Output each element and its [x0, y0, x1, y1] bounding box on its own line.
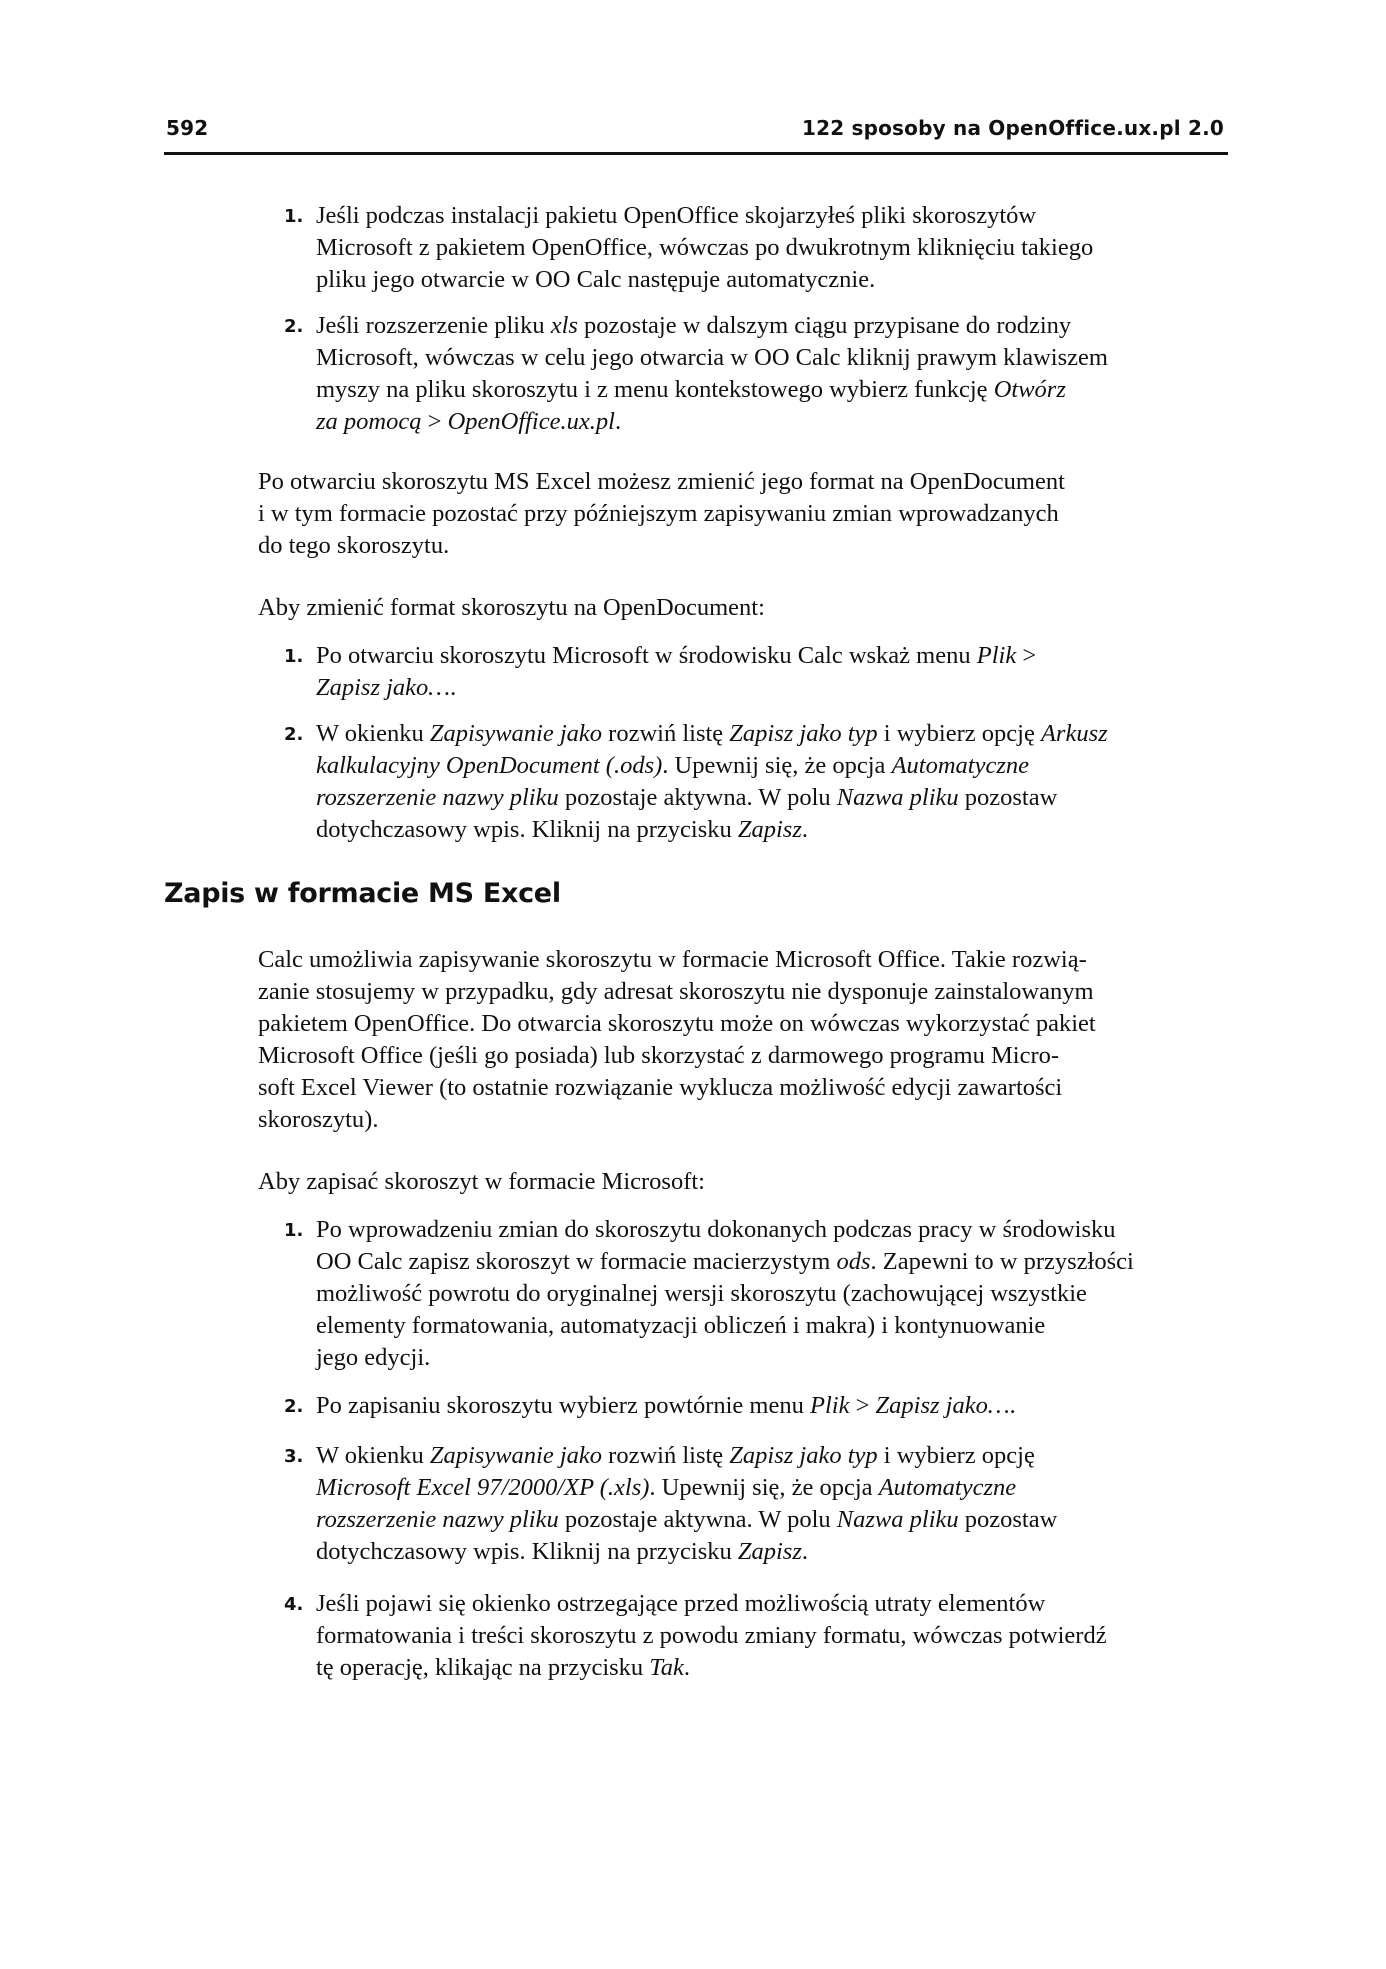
running-title: 122 sposoby na OpenOffice.ux.pl 2.0: [801, 116, 1224, 140]
list-number: 2.: [284, 316, 304, 337]
list-item-text: W okienku Zapisywanie jako rozwiń listę Zapisz jako typ i wybierz opcję Arkusz kalkulacyjny OpenDocument (.ods). Upewnij się, że opcja Automatyczne rozszerzenie nazwy pliku pozostaje aktywna. W polu Nazwa pliku pozostaw dotychczasowy wpis. Kliknij na przycisku Zapisz.: [316, 720, 1108, 843]
list-item-text: Jeśli pojawi się okienko ostrzegające przed możliwością utraty elementów formatowania i treści skoroszytu z powodu zmiany formatu, wówczas potwierdź tę operację, klikając na przycisku Tak.: [316, 1590, 1107, 1681]
list-item-text: Po otwarciu skoroszytu Microsoft w środowisku Calc wskaż menu Plik > Zapisz jako….: [316, 642, 1037, 701]
page-number: 592: [166, 116, 209, 140]
paragraph: Po otwarciu skoroszytu MS Excel możesz zmienić jego format na OpenDocument i w tym formacie pozostać przy późniejszym zapisywaniu zmian wprowadzanych do tego skoroszytu.: [258, 468, 1065, 559]
list-number: 3.: [284, 1446, 304, 1467]
list-item-text: Jeśli podczas instalacji pakietu OpenOffice skojarzyłeś pliki skoroszytów Microsoft z pakietem OpenOffice, wówczas po dwukrotnym kliknięciu takiego pliku jego otwarcie w OO Calc następuje automatycznie.: [316, 202, 1094, 293]
list-item: [284, 1214, 1256, 1374]
list-number: 2.: [284, 724, 304, 745]
list-number: 2.: [284, 1396, 304, 1417]
list-item-text: Po wprowadzeniu zmian do skoroszytu dokonanych podczas pracy w środowisku OO Calc zapisz skoroszyt w formacie macierzystym ods. Zapewni to w przyszłości możliwość powrotu do oryginalnej wersji skoroszytu (zachowującej wszystkie elementy formatowania, automatyzacji obliczeń i makra) i kontynuowanie jego edycji.: [316, 1216, 1134, 1371]
list-item: [284, 718, 1256, 846]
section-heading: Zapis w formacie MS Excel: [164, 878, 561, 909]
list-number: 1.: [284, 206, 304, 227]
list-item-text: Jeśli rozszerzenie pliku xls pozostaje w dalszym ciągu przypisane do rodziny Microsoft, wówczas w celu jego otwarcia w OO Calc kliknij prawym klawiszem myszy na pliku skoroszytu i z menu kontekstowego wybierz funkcję Otwórz za pomocą > OpenOffice.ux.pl.: [316, 312, 1108, 435]
paragraph: Aby zapisać skoroszyt w formacie Microsoft:: [258, 1168, 705, 1195]
list-item-text: Po zapisaniu skoroszytu wybierz powtórnie menu Plik > Zapisz jako….: [316, 1392, 1016, 1419]
list-item: [284, 640, 1256, 704]
paragraph: Calc umożliwia zapisywanie skoroszytu w formacie Microsoft Office. Takie rozwią- zanie stosujemy w przypadku, gdy adresat skoroszytu nie dysponuje zainstalowanym pakietem OpenOffice. Do otwarcia skoroszytu może on wówczas wykorzystać pakiet Microsoft Office (jeśli go posiada) lub skorzystać z darmowego programu Micro- soft Excel Viewer (to ostatnie rozwiązanie wyklucza możliwość edycji zawartości skoroszytu).: [258, 946, 1096, 1133]
list-item-text: W okienku Zapisywanie jako rozwiń listę Zapisz jako typ i wybierz opcję Microsoft Excel 97/2000/XP (.xls). Upewnij się, że opcja Automatyczne rozszerzenie nazwy pliku pozostaje aktywna. W polu Nazwa pliku pozostaw dotychczasowy wpis. Kliknij na przycisku Zapisz.: [316, 1442, 1058, 1565]
list-number: 1.: [284, 1220, 304, 1241]
list-number: 1.: [284, 646, 304, 667]
paragraph: Aby zmienić format skoroszytu na OpenDocument:: [258, 594, 765, 621]
list-item: [284, 1390, 1256, 1422]
list-item: [284, 1440, 1256, 1568]
list-item: [284, 310, 1256, 438]
page-header: [164, 112, 1228, 155]
list-item: [284, 200, 1256, 296]
list-item: [284, 1588, 1256, 1684]
list-number: 4.: [284, 1594, 304, 1615]
